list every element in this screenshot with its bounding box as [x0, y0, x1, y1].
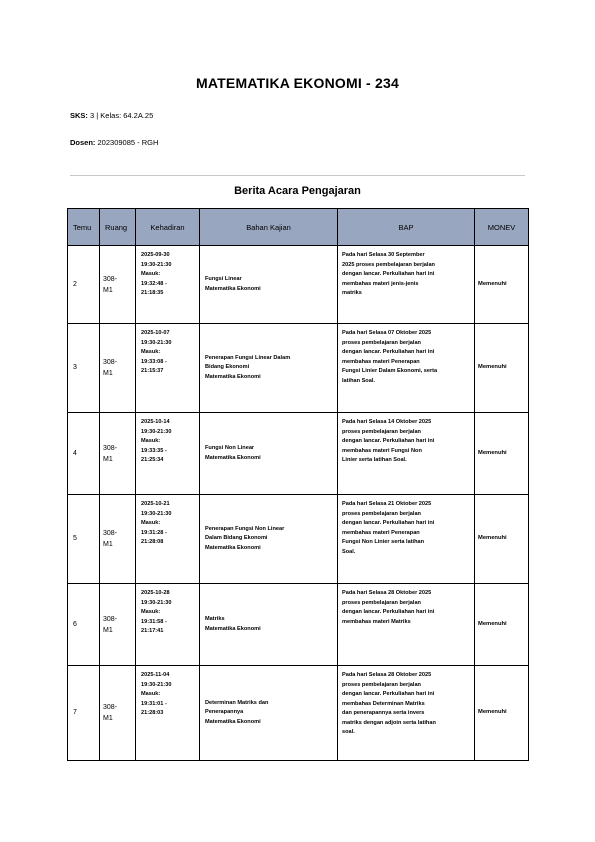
kehadiran-line: 19:31:58 - — [141, 618, 167, 625]
bap-line: dengan lancar. Perkuliahan hari ini — [342, 438, 435, 444]
cell-bap — [338, 413, 475, 495]
cell-bahan-kajian — [200, 413, 338, 495]
cell-bahan-kajian — [200, 666, 338, 761]
bap-line: dengan lancar. Perkuliahan hari ini — [342, 271, 435, 277]
kehadiran-line: 19:31:28 - — [141, 529, 167, 536]
cell-temu: 2 — [68, 246, 100, 324]
kehadiran-line: 21:18:35 — [141, 290, 164, 296]
bap-line: Fungsi Non Linier serta latihan — [342, 539, 425, 545]
bap-line: proses pembelajaran berjalan — [342, 510, 421, 517]
table-header-row — [68, 209, 529, 246]
bap-line: 2025 proses pembelajaran berjalan — [342, 261, 435, 268]
bahan-line: Matematika Ekonomi — [205, 454, 261, 461]
bap-line: Pada hari Selasa 07 Oktober 2025 — [342, 330, 432, 336]
kehadiran-line: 2025-10-07 — [141, 330, 170, 336]
table-row — [68, 324, 529, 413]
cell-bap — [338, 495, 475, 584]
cell-monev: Memenuhi — [475, 413, 529, 495]
header-temu: Temu — [68, 209, 100, 246]
bap-line: proses pembelajaran berjalan — [342, 428, 421, 435]
ruang-line: M1 — [103, 455, 113, 463]
bap-line: proses pembelajaran berjalan — [342, 339, 421, 346]
cell-monev: Memenuhi — [475, 246, 529, 324]
bahan-line: Dalam Bidang Ekonomi — [205, 535, 268, 542]
cell-monev: Memenuhi — [475, 584, 529, 666]
kehadiran-line: 2025-09-30 — [141, 252, 170, 258]
table-row — [68, 584, 529, 666]
bap-line: Pada hari Selasa 28 Oktober 2025 — [342, 672, 432, 678]
header-monev: MONEV — [475, 209, 529, 246]
bahan-line: Determinan Matriks dan — [205, 699, 269, 706]
section-title: Berita Acara Pengajaran — [234, 185, 361, 197]
bap-line: Pada hari Selasa 30 September — [342, 252, 425, 258]
bahan-line: Penerapannya — [205, 709, 244, 716]
kehadiran-line: 21:28:03 — [141, 710, 164, 716]
kehadiran-line: 2025-11-04 — [141, 672, 170, 678]
kehadiran-line: 21:25:34 — [141, 457, 164, 463]
cell-ruang — [100, 584, 136, 666]
bahan-line: Matematika Ekonomi — [205, 625, 261, 632]
bap-line: membahas materi Penerapan — [342, 358, 420, 365]
ruang-line: 308- — [103, 444, 118, 452]
bap-line: Soal. — [342, 548, 356, 555]
bahan-line: Fungsi Non Linear — [205, 445, 255, 451]
kehadiran-line: 2025-10-21 — [141, 501, 170, 507]
bap-table — [67, 208, 529, 761]
ruang-line: 308- — [103, 275, 118, 283]
ruang-line: M1 — [103, 541, 113, 548]
bap-line: Pada hari Selasa 21 Oktober 2025 — [342, 501, 432, 507]
cell-bap — [338, 324, 475, 413]
cell-ruang — [100, 324, 136, 413]
cell-temu: 6 — [68, 584, 100, 666]
cell-kehadiran — [136, 246, 200, 324]
header-kehadiran: Kehadiran — [136, 209, 200, 246]
bap-line: dengan lancar. Perkuliahan hari ini — [342, 609, 435, 615]
cell-bap — [338, 666, 475, 761]
cell-bahan-kajian — [200, 495, 338, 584]
kehadiran-line: 19:30-21:30 — [141, 428, 172, 435]
kehadiran-line: 19:32:48 - — [141, 280, 167, 287]
cell-bap — [338, 584, 475, 666]
dosen-label: Dosen: — [70, 138, 96, 147]
bap-line: Pada hari Selasa 14 Oktober 2025 — [342, 419, 432, 425]
table-row — [68, 666, 529, 761]
cell-kehadiran — [136, 666, 200, 761]
bahan-line: Bidang Ekonomi — [205, 364, 250, 371]
cell-monev: Memenuhi — [475, 666, 529, 761]
ruang-line: M1 — [103, 715, 113, 722]
kehadiran-line: Masuk: — [141, 691, 161, 697]
table-row — [68, 413, 529, 495]
bahan-line: Matematika Ekonomi — [205, 373, 261, 380]
bap-line: soal. — [342, 729, 355, 735]
bahan-line: Fungsi Linear — [205, 276, 242, 282]
bap-line: proses pembelajaran berjalan — [342, 681, 421, 688]
table-body — [68, 246, 529, 761]
bap-line: dengan lancar. Perkuliahan hari ini — [342, 349, 435, 355]
kehadiran-line: Masuk: — [141, 520, 161, 526]
ruang-line: 308- — [103, 704, 118, 711]
cell-temu: 5 — [68, 495, 100, 584]
header-ruang: Ruang — [100, 209, 136, 246]
kehadiran-line: 19:33:08 - — [141, 358, 167, 365]
kehadiran-line: 21:15:37 — [141, 368, 164, 374]
cell-kehadiran — [136, 413, 200, 495]
kehadiran-line: 19:30-21:30 — [141, 599, 172, 606]
bap-line: membahas materi jenis-jenis — [342, 280, 419, 287]
cell-bahan-kajian — [200, 584, 338, 666]
bap-line: membahas materi Fungsi Non — [342, 447, 422, 454]
cell-ruang — [100, 495, 136, 584]
header-bap: BAP — [338, 209, 475, 246]
sks-label: SKS: — [70, 111, 88, 120]
bap-line: proses pembelajaran berjalan — [342, 599, 421, 606]
kehadiran-line: 2025-10-14 — [141, 419, 170, 425]
table-row — [68, 246, 529, 324]
kehadiran-line: Masuk: — [141, 271, 161, 277]
kehadiran-line: Masuk: — [141, 609, 161, 615]
kehadiran-line: 19:30-21:30 — [141, 510, 172, 517]
page-title: MATEMATIKA EKONOMI - 234 — [196, 75, 399, 91]
kehadiran-line: 19:31:01 - — [141, 700, 167, 707]
dosen-value: 202309085 - RGH — [97, 138, 159, 147]
cell-temu: 3 — [68, 324, 100, 413]
bap-line: membahas materi Matriks — [342, 618, 411, 625]
bahan-line: Matriks — [205, 616, 225, 622]
bap-line: membahas materi Penerapan — [342, 529, 420, 536]
kehadiran-line: 19:30-21:30 — [141, 339, 172, 346]
ruang-line: M1 — [103, 286, 113, 294]
kehadiran-line: 19:30-21:30 — [141, 261, 172, 268]
bahan-line: Matematika Ekonomi — [205, 285, 261, 292]
bahan-line: Matematika Ekonomi — [205, 544, 261, 551]
bap-line: membahas Determinan Matriks — [342, 700, 425, 707]
cell-kehadiran — [136, 495, 200, 584]
bap-line: dengan lancar. Perkuliahan hari ini — [342, 691, 435, 697]
bahan-line: Penerapan Fungsi Non Linear — [205, 525, 285, 532]
ruang-line: M1 — [103, 626, 113, 634]
bap-line: dan penerapannya serta invers — [342, 710, 425, 716]
ruang-line: 308- — [103, 359, 118, 366]
course-meta — [70, 111, 153, 120]
cell-kehadiran — [136, 324, 200, 413]
ruang-line: 308- — [103, 615, 118, 623]
bap-line: matriks — [342, 290, 362, 296]
cell-monev: Memenuhi — [475, 495, 529, 584]
ruang-line: M1 — [103, 370, 113, 377]
cell-ruang — [100, 413, 136, 495]
divider — [70, 175, 525, 176]
cell-temu: 7 — [68, 666, 100, 761]
cell-kehadiran — [136, 584, 200, 666]
cell-bahan-kajian — [200, 246, 338, 324]
cell-ruang — [100, 246, 136, 324]
lecturer-meta — [70, 138, 158, 147]
cell-ruang — [100, 666, 136, 761]
cell-monev: Memenuhi — [475, 324, 529, 413]
cell-temu: 4 — [68, 413, 100, 495]
kehadiran-line: Masuk: — [141, 438, 161, 444]
bap-line: Fungsi Linier Dalam Ekonomi, serta — [342, 368, 438, 374]
sks-value: 3 | Kelas: 64.2A.25 — [90, 111, 154, 120]
bap-line: matriks dengan adjoin serta latihan — [342, 719, 436, 726]
kehadiran-line: Masuk: — [141, 349, 161, 355]
cell-bahan-kajian — [200, 324, 338, 413]
bap-line: Pada hari Selasa 28 Oktober 2025 — [342, 590, 432, 596]
kehadiran-line: 21:28:08 — [141, 539, 164, 545]
table-row — [68, 495, 529, 584]
bahan-line: Matematika Ekonomi — [205, 718, 261, 725]
ruang-line: 308- — [103, 530, 118, 537]
bap-line: latihan Soal. — [342, 377, 375, 384]
kehadiran-line: 21:17:41 — [141, 628, 164, 634]
kehadiran-line: 2025-10-28 — [141, 590, 170, 596]
kehadiran-line: 19:33:35 - — [141, 447, 167, 454]
bap-line: Linier serta latihan Soal. — [342, 457, 407, 463]
cell-bap — [338, 246, 475, 324]
header-bahan-kajian: Bahan Kajian — [200, 209, 338, 246]
bahan-line: Penerapan Fungsi Linear Dalam — [205, 354, 291, 361]
kehadiran-line: 19:30-21:30 — [141, 681, 172, 688]
bap-line: dengan lancar. Perkuliahan hari ini — [342, 520, 435, 526]
